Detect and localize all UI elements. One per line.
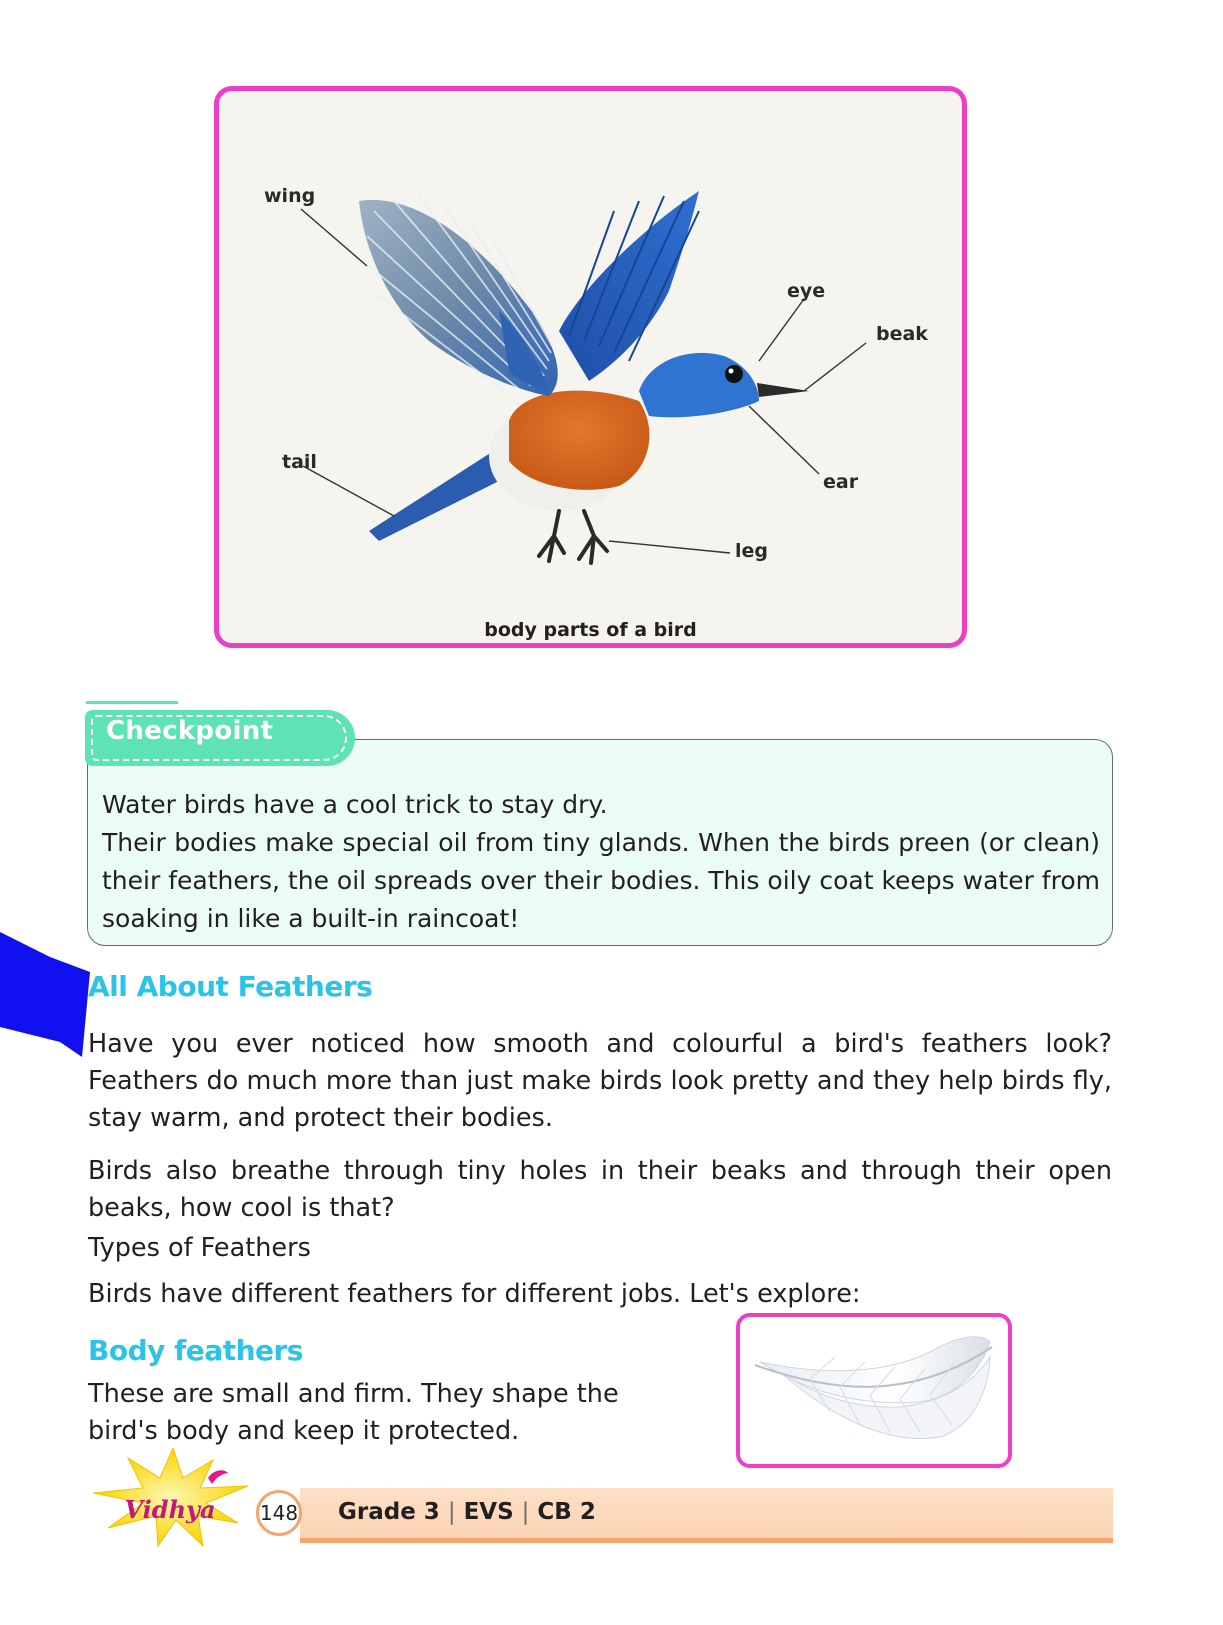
right-wing (559, 191, 699, 381)
label-ear: ear (823, 471, 859, 493)
beak-shape (757, 383, 809, 397)
section-heading-feathers: All About Feathers (88, 970, 373, 1003)
label-beak: beak (876, 323, 928, 345)
feather-icon (740, 1317, 1008, 1464)
label-tail: tail (282, 451, 317, 473)
bird-illustration (219, 91, 962, 643)
bird-diagram-figure (214, 86, 967, 648)
footer-grade: Grade 3 (338, 1499, 440, 1525)
section-heading-body-feathers: Body feathers (88, 1334, 303, 1367)
legs (539, 511, 607, 563)
explore-line: Birds have different feathers for different jobs. Let's explore: (88, 1279, 861, 1309)
feather-image (736, 1313, 1012, 1468)
label-wing: wing (264, 185, 316, 207)
page-number: 148 (256, 1490, 302, 1536)
vidhya-logo (88, 1448, 258, 1548)
checkpoint-line-2: Their bodies make special oil from tiny glands. When the birds preen (or clean) their feathers, the oil spreads over their bodies. This oily coat keeps water from soaking in like a built-in raincoat! (102, 828, 1100, 933)
logo-text: Vidhya (124, 1495, 216, 1524)
page-edge-marker (0, 932, 90, 1062)
feathers-paragraph-2: Birds also breathe through tiny holes in their beaks and through their open beaks, how cool is that? (88, 1156, 1112, 1223)
eye-dot (725, 365, 743, 383)
body-feathers-text: These are small and firm. They shape the bird's body and keep it protected. (88, 1379, 619, 1446)
left-wing (359, 196, 558, 396)
footer-text: Grade 3 | EVS | CB 2 (338, 1499, 596, 1525)
checkpoint-accent-line (86, 701, 178, 704)
label-leg: leg (735, 540, 768, 562)
bird-head (639, 353, 809, 417)
breast-shape (509, 391, 649, 490)
footer-subject: EVS (463, 1499, 514, 1525)
checkpoint-line-1: Water birds have a cool trick to stay dry. (102, 790, 608, 819)
types-of-feathers-line: Types of Feathers (88, 1233, 311, 1263)
figure-caption: body parts of a bird (484, 619, 697, 641)
footer-book: CB 2 (537, 1499, 596, 1525)
checkpoint-title: Checkpoint (106, 716, 274, 746)
feathers-paragraph-1: Have you ever noticed how smooth and colourful a bird's feathers look? Feathers do much more than just make birds look pretty and they help birds fly, stay warm, and protect their bodies. (88, 1029, 1112, 1133)
checkpoint-text (102, 786, 1100, 938)
label-eye: eye (787, 280, 826, 302)
footer-underline (300, 1538, 1113, 1543)
